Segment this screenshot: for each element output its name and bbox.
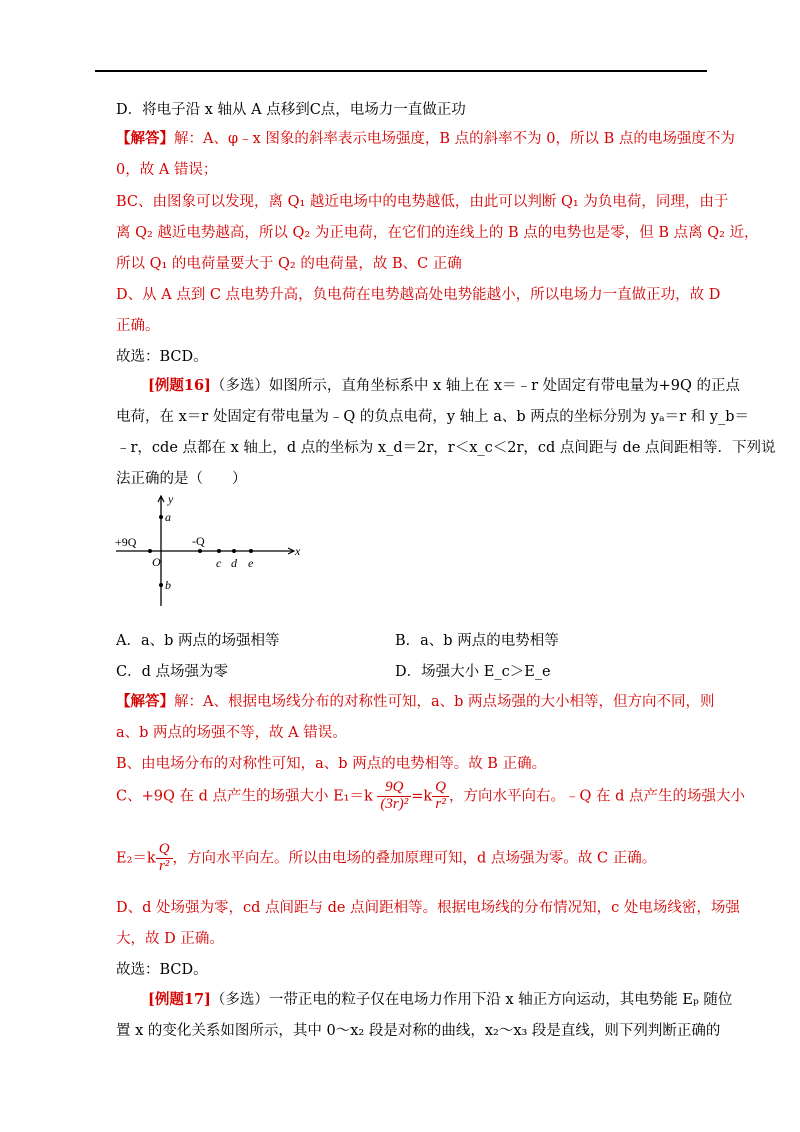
point-b [159, 583, 163, 587]
point-e [249, 549, 253, 553]
answer-16-line-2: a、b 两点的场强不等，故 A 错误。 [116, 725, 347, 741]
equals-k: =k [411, 788, 433, 805]
header-rule [95, 70, 707, 72]
answer-16-line-5 [116, 842, 656, 875]
answer-15-choice: 故选：BCD。 [116, 349, 208, 365]
example-16-line-3: ﹣r，cde 点都在 x 轴上，d 点的坐标为 x_d＝2r，r＜x_c＜2r，cd 点间距与 de 点间距相等．下列说 [116, 440, 776, 456]
answer-16-line-3: B、由电场分布的对称性可知，a、b 两点的电势相等。故 B 正确。 [116, 756, 547, 772]
point-d [232, 549, 236, 553]
positive-charge-label: +9Q [115, 535, 137, 549]
y-axis-label: y [168, 492, 174, 506]
fraction-denominator: r² [158, 857, 170, 874]
example-text: （多选）一带正电的粒子仅在电场力作用下沿 x 轴正方向运动，其电势能 Eₚ 随位 [210, 992, 733, 1008]
answer-text: 解：A、φ﹣x 图象的斜率表示电场强度，B 点的斜率不为 0，所以 B 点的电场强度不为 [174, 131, 735, 147]
fraction-q-over-r-squared-2 [156, 842, 173, 875]
answer-tag: 【解答】 [116, 693, 174, 710]
answer-16-line-6: D、d 处场强为零，cd 点间距与 de 点间距相等。根据电场线的分布情况知，c 处电场线密，场强 [116, 900, 740, 916]
answer-15-line-2: 0，故 A 错误； [116, 162, 218, 178]
point-e-label: e [248, 556, 254, 570]
fraction-denominator: r² [435, 795, 446, 812]
answer-15-line-3: BC、由图象可以发现，离 Q₁ 越近电场中的电势越低，由此可以判断 Q₁ 为负电荷，同理，由于 [116, 194, 729, 210]
answer-text: 解：A、根据电场线分布的对称性可知，a、b 两点场强的大小相等，但方向不同，则 [174, 694, 715, 710]
example-17-line-1 [148, 988, 732, 1009]
fraction-denominator: (3r)² [380, 795, 409, 812]
example-17-line-2: 置 x 的变化关系如图所示，其中 0～x₂ 段是对称的曲线，x₂～x₃ 段是直线，则下列判断正确的 [116, 1023, 721, 1039]
point-b-label: b [165, 578, 171, 592]
answer-15-line-4: 离 Q₂ 越近电势越高，所以 Q₂ 为正电荷，在它们的连线上的 B 点的电势也是零，但 B 点离 Q₂ 近， [116, 225, 759, 241]
coordinate-figure [112, 492, 312, 610]
point-c [217, 549, 221, 553]
answer-16-choice: 故选：BCD。 [116, 962, 208, 978]
answer-15-line-1 [116, 127, 735, 148]
formula-e2-suffix: ，方向水平向左。所以由电场的叠加原理可知，d 点场强为零。故 C 正确。 [172, 850, 657, 867]
example-tag: [例题16] [148, 377, 211, 394]
answer-16-line-1 [116, 690, 715, 711]
origin-label: O [152, 555, 161, 569]
point-a [159, 515, 163, 519]
point-c-label: c [216, 556, 222, 570]
option-b: B．a、b 两点的电势相等 [395, 633, 559, 649]
option-c: C．d 点场强为零 [116, 664, 228, 680]
example-16-line-1 [148, 374, 740, 395]
option-d: D．场强大小 E_c＞E_e [395, 664, 551, 680]
answer-15-line-7: 正确。 [116, 318, 160, 334]
fraction-numerator: Q [156, 842, 173, 859]
fraction-9q-over-3r-squared [377, 780, 411, 813]
answer-tag: 【解答】 [116, 130, 174, 147]
fraction-q-over-r-squared [432, 780, 449, 813]
negative-charge [198, 549, 202, 553]
example-16-line-4: 法正确的是（ ） [116, 471, 247, 487]
answer-15-line-5: 所以 Q₁ 的电荷量要大于 Q₂ 的电荷量，故 B、C 正确 [116, 256, 462, 272]
negative-charge-label: -Q [192, 534, 205, 548]
example-16-line-2: 电荷，在 x＝r 处固定有带电量为﹣Q 的负点电荷，y 轴上 a、b 两点的坐标分别为 yₐ＝r 和 y_b＝ [116, 409, 750, 425]
x-axis-label: x [295, 544, 301, 558]
point-a-label: a [165, 510, 171, 524]
point-d-label: d [231, 556, 237, 570]
example-text: （多选）如图所示，直角坐标系中 x 轴上在 x＝﹣r 处固定有带电量为+9Q 的正点 [210, 378, 740, 394]
fraction-numerator: Q [432, 780, 449, 797]
answer-15-line-6: D、从 A 点到 C 点电势升高，负电荷在电势越高处电势能越小，所以电场力一直做正功，故 D [116, 287, 721, 303]
fraction-numerator: 9Q [377, 780, 411, 797]
answer-16-line-7: 大，故 D 正确。 [116, 931, 224, 947]
example-tag: [例题17] [148, 991, 211, 1008]
answer-16-line-4 [116, 780, 745, 813]
formula-e1-suffix: ，方向水平向右。﹣Q 在 d 点产生的场强大小 [448, 788, 745, 805]
formula-e2-prefix: E₂＝k [116, 850, 156, 867]
option-a: A．a、b 两点的场强相等 [116, 633, 280, 649]
positive-charge [148, 549, 152, 553]
option-d-previous: D．将电子沿 x 轴从 A 点移到C点，电场力一直做正功 [116, 102, 466, 118]
formula-e1-prefix: C、+9Q 在 d 点产生的场强大小 E₁＝k [116, 788, 373, 805]
